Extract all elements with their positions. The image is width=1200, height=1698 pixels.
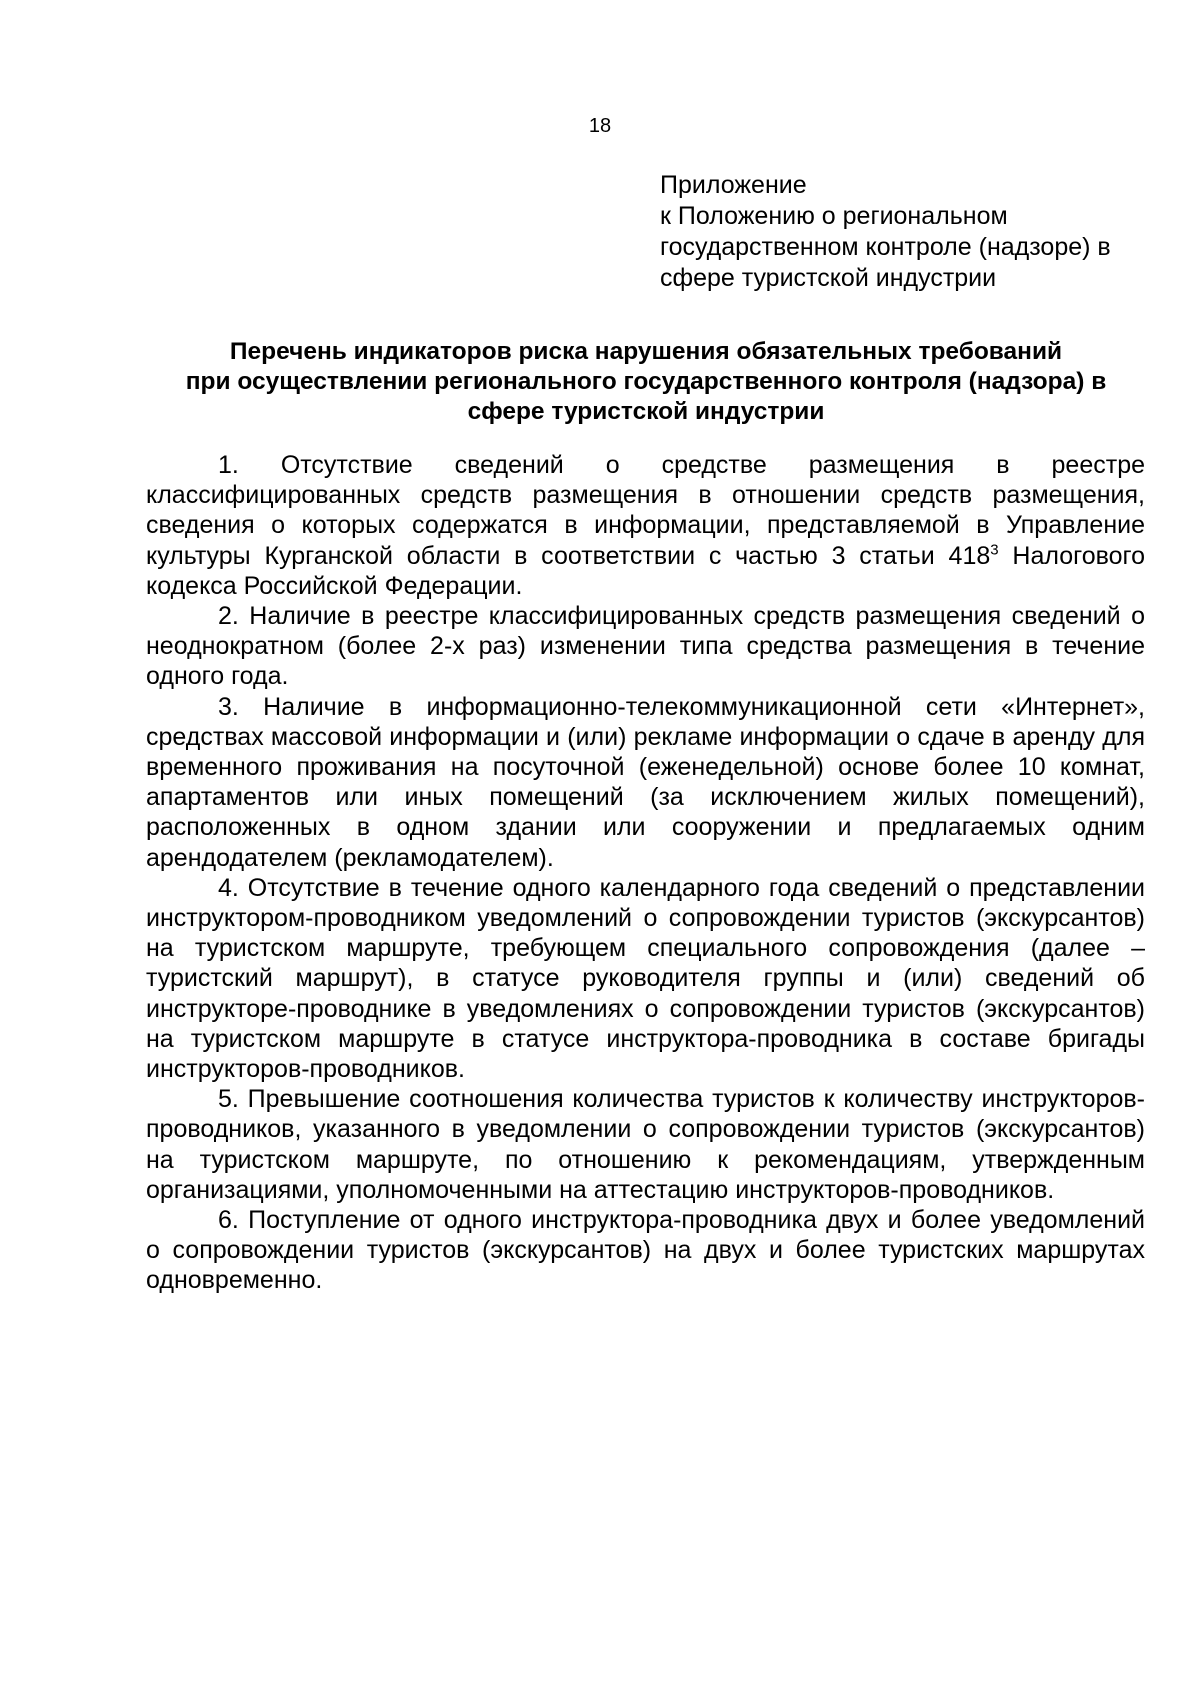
item-text: 1. Отсутствие сведений о средстве размещения в реестре классифицированных средств размещения в отношении средств размещения, сведения о которых содержатся в информации, представляемой в Управление культуры Курганской области в соответствии с частью 3 статьи 418 xyxy=(146,451,1145,570)
appendix-line: сфере туристской индустрии xyxy=(660,264,997,292)
appendix-note xyxy=(660,170,1150,294)
appendix-line: к Положению о региональном xyxy=(660,202,1008,230)
page-number: 18 xyxy=(588,115,612,137)
appendix-line: Приложение xyxy=(660,171,807,199)
item-text: 6. Поступление от одного инструктора-проводника двух и более уведомлений о сопровождении туристов (экскурсантов) на двух и более туристских маршрутах одновременно. xyxy=(146,1206,1145,1295)
item-text: 2. Наличие в реестре классифицированных средств размещения сведений о неоднократном (более 2-х раз) изменении типа средства размещения в течение одного года. xyxy=(146,602,1145,691)
indicator-item xyxy=(146,873,1145,1084)
title-line: Перечень индикаторов риска нарушения обязательных требований xyxy=(229,338,1063,365)
indicator-item xyxy=(146,601,1145,692)
indicator-list xyxy=(146,450,1145,1296)
item-text: 4. Отсутствие в течение одного календарного года сведений о представлении инструктором-проводником уведомлений о сопровождении туристов (экскурсантов) на туристском маршруте, требующем специального сопровождения (далее – туристский маршрут), в статусе руководителя группы и (или) сведений об инструкторе-проводнике в уведомлениях о сопровождении туристов (экскурсантов) на туристском маршруте в статусе инструктора-проводника в составе бригады инструкторов-проводников. xyxy=(146,873,1145,1084)
indicator-item xyxy=(146,692,1145,873)
indicator-item xyxy=(146,450,1145,601)
document-title xyxy=(146,337,1146,427)
indicator-item xyxy=(146,1084,1145,1205)
appendix-line: государственном контроле (надзоре) в xyxy=(660,233,1111,261)
title-line: при осуществлении регионального государственного контроля (надзора) в xyxy=(185,368,1107,395)
superscript: 3 xyxy=(990,541,999,559)
title-line: сфере туристской индустрии xyxy=(467,398,825,425)
item-text: 3. Наличие в информационно-телекоммуникационной сети «Интернет», средствах массовой информации и (или) рекламе информации о сдаче в аренду для временного проживания на посуточной (еженедельной) основе более 10 комнат, апартаментов или иных помещений (за исключением жилых помещений), расположенных в одном здании или сооружении и предлагаемых одним арендодателем (рекламодателем). xyxy=(146,692,1145,872)
indicator-item xyxy=(146,1205,1145,1296)
item-text-continued: Налогового кодекса Российской Федерации. xyxy=(146,541,1145,600)
item-text: 5. Превышение соотношения количества туристов к количеству инструкторов-проводников, указанного в уведомлении о сопровождении туристов (экскурсантов) на туристском маршруте, по отношению к рекомендациям, утвержденным организациями, уполномоченными на аттестацию инструкторов-проводников. xyxy=(146,1085,1145,1204)
